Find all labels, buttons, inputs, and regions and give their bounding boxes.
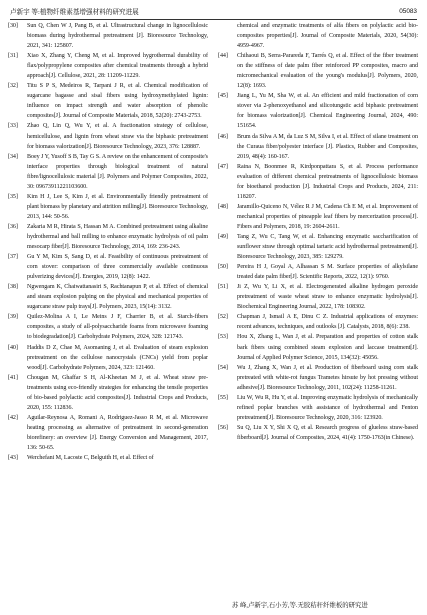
reference-number: [51]	[218, 284, 228, 291]
reference-number: [45]	[218, 93, 228, 100]
reference-text: Gu Y M, Kim S, Sang D, et al. Feasibility of continuous pretreatment of corn stover: comparison of three commercially available continuous pulverizing devices[J]. Energies, 2019, 12(8): 1422.	[27, 254, 208, 281]
reference-text: Chihaoui B, Serra-Parareda F, Tarrés Q, et al. Effect of the fiber treatment on the stiffness of date palm fiber reinforced PP composites, macro and micromechanical evaluation of the young's modulus[J]. Polymers, 2020, 12(8): 1693.	[237, 53, 418, 90]
reference-text: Su Q, Liu X Y, Shi X Q, et al. Research progress of glueless straw-based fiberboard[J]. Journal of Composites, 2024, 41(4): 1750-1763(in Chinese).	[237, 424, 418, 441]
reference-number: [35]	[8, 193, 18, 200]
page-footer: 苏 峰,卢新宇,石小芳,等.无胶秸秆纤维板的研究进	[232, 602, 368, 609]
reference-text: Liu W, Wu R, Hu Y, et al. Improving enzymatic hydrolysis of mechanically refined poplar branches with assistance of hydrothermal and Fenton pretreatment[J]. Bioresource Technology, 2020, 316: 123920.	[237, 394, 418, 421]
reference-text: Kim H J, Lee S, Kim J, et al. Environmentally friendly pretreatment of plant biomass by planetary and attrition milling[J]. Bioresource Technology, 2013, 144: 50-56.	[27, 193, 208, 220]
reference-text: Xiao X, Zhang Y, Cheng M, et al. Improved hygrothermal durability of flax/polypropylene composites after chemical treatments through a hybrid approach[J]. Cellulose, 2021, 28: 11209-11229.	[27, 53, 208, 80]
reference-text: Werchefani M, Lacoste C, Belguith H, et al. Effect of	[27, 455, 154, 462]
reference-number: [49]	[218, 233, 228, 240]
reference-entry	[8, 21, 208, 51]
reference-number: [37]	[8, 254, 18, 261]
reference-entry	[8, 152, 208, 192]
reference-number: [44]	[218, 53, 228, 60]
reference-number: [40]	[8, 344, 18, 351]
reference-number: [34]	[8, 153, 18, 160]
reference-number: [32]	[8, 83, 18, 90]
reference-entry	[218, 312, 418, 332]
reference-number: [56]	[218, 424, 228, 431]
running-header	[10, 4, 417, 20]
reference-text: Raina N, Boonmee R, Kirdponpattara S, et al. Process performance evaluation of different chemical pretreatments of lignocellulosic biomass for bioethanol production [J]. Industrial Crops and Products, 2024, 211: 118207.	[237, 163, 418, 200]
reference-entry	[8, 282, 208, 312]
reference-number: [41]	[8, 374, 18, 381]
reference-number: [38]	[8, 284, 18, 291]
reference-text: Pereira H J, Goyal A, Alhassan S M. Surface properties of alkylsilane treated date palm fiber[J]. Scientific Reports, 2022, 12(1): 9760.	[237, 264, 418, 281]
reference-number: [48]	[218, 203, 228, 210]
reference-number: [47]	[218, 163, 228, 170]
reference-text: Zakaria M R, Hirata S, Hassan M A. Combined pretreatment using alkaline hydrothermal and ball milling to enhance enzymatic hydrolysis of oil palm mesocarp fiber[J]. Bioresource Technology, 2014, 169: 236-243.	[27, 223, 208, 251]
reference-text: Titu S P S, Medeiros R, Tarpani J R, et al. Chemical modification of sugarcane bagasse and sisal fibers using hydroxymethylated lignin: influence on impact strength and water absorption of phenolic composites[J]. Journal of Composite Materials, 2018, 52(20): 2743-2753.	[27, 83, 208, 120]
reference-entry	[218, 91, 418, 131]
reference-entry	[8, 192, 208, 222]
reference-entry	[218, 162, 418, 202]
reference-text: Quilez-Molina A I, Le Meins J F, Charrier B, et al. Starch-fibers composites, a study of all-polysaccharide foams from microwave foaming to biodegradation[J]. Carbohydrate Polymers, 2024, 328: 121743.	[27, 314, 208, 341]
reference-entry	[8, 81, 208, 121]
reference-column-left	[8, 21, 208, 463]
reference-entry	[8, 453, 208, 463]
reference-entry	[218, 21, 418, 51]
reference-number: [50]	[218, 264, 228, 271]
reference-text: Hou X, Zhang L, Wan J, et al. Preparation and properties of cotton stalk bark fibers using combined steam explosion and laccase treatment[J]. Journal of Applied Polymer Science, 2015, 134(32): 45056.	[237, 334, 418, 361]
reference-entry	[8, 413, 208, 453]
reference-number: [39]	[8, 314, 18, 321]
reference-entry	[218, 393, 418, 423]
reference-entry	[218, 423, 418, 443]
reference-text: Haddis D Z, Chae M, Asomaning J, et al. Evaluation of steam explosion pretreatment on the cellulose nanocrystals (CNCs) yield from poplar wood[J]. Carbohydrate Polymers, 2024, 323: 121460.	[27, 344, 208, 371]
reference-entry	[8, 121, 208, 151]
reference-text: Jaramillo-Quiceno N, Vélez R J M, Cadena Ch E M, et al. Improvement of mechanical properties of pineapple leaf fibers by mercerization process[J]. Fibers and Polymers, 2018, 19: 2604-2611.	[237, 203, 418, 230]
reference-text: chemical and enzymatic treatments of alfa fibers on polylactic acid bio-composites properties[J]. Journal of Composite Materials, 2020, 54(30): 4959-4967.	[237, 23, 418, 50]
reference-number: [31]	[8, 53, 18, 60]
reference-number: [43]	[8, 455, 18, 462]
reference-text: Tang Z, Wu C, Tang W, et al. Enhancing enzymatic saccharification of sunflower straw through optimal tartaric acid hydrothermal pretreatment[J]. Bioresource Technology, 2023, 385: 129279.	[237, 233, 418, 261]
reference-entry	[218, 202, 418, 232]
header-title: 卢新宇 等:植物纤维素基增强材料的研究进展	[10, 9, 139, 16]
reference-entry	[8, 312, 208, 342]
reference-text: Ji Z, Wu Y, Li X, et al. Electrogenerated alkaline hydrogen peroxide pretreatment of waste wheat straw to enhance enzymatic hydrolysis[J]. Biochemical Engineering Journal, 2022, 178: 108302.	[237, 284, 418, 311]
reference-entry	[218, 232, 418, 262]
reference-text: Chapman J, Ismail A E, Dinu C Z. Industrial applications of enzymes: recent advances, techniques, and outlooks [J]. Catalysts, 2018, 8(6): 238.	[237, 314, 418, 331]
reference-number: [53]	[218, 334, 228, 341]
reference-number: [52]	[218, 314, 228, 321]
reference-entry	[218, 363, 418, 393]
reference-entry	[8, 252, 208, 282]
reference-entry	[218, 332, 418, 362]
reference-text: Zhao Q, Lin Q, Wu Y, et al. A fractionation strategy of cellulose, hemicellulose, and lignin from wheat straw via the biphasic pretreatment for biomass valorization[J]. Bioresource Technology, 2023, 376: 128887.	[27, 123, 208, 150]
reference-entry	[8, 51, 208, 81]
reference-column-right	[218, 21, 418, 443]
reference-text: Aguilar-Reynosa A, Romani A, Rodriguez-Jasso R M, et al. Microwave heating processing as alternative of pretreatment in second-generation biorefinery: an overview [J]. Energy Conversion and Management, 2017, 136: 50-65.	[27, 414, 208, 451]
header-page-code: 05083	[399, 7, 417, 15]
reference-entry	[8, 373, 208, 413]
reference-text: Boey J Y, Yusoff S B, Tay G S. A review on the enhancement of composite's interface properties through biological treatment of natural fibre/lignocellulosic material [J]. Polymers and Polymer Composites, 2022, 30: 09673911221103600.	[27, 153, 208, 190]
reference-text: Chougan M, Ghaffar S H, Al-Kheetan M J, et al. Wheat straw pre-treatments using eco-friendly strategies for enhancing the tensile properties of bio-based polylactic acid composites[J]. Industrial Crops and Products, 2020, 155: 112836.	[27, 374, 208, 411]
reference-number: [30]	[8, 23, 18, 29]
reference-text: Jiang L, Yu M, Sha W, et al. An efficient and mild fractionation of corn stover via 2-phenoxyethanol and silicotungstic acid biphasic pretreatment for biomass valorization[J]. Chemical Engineering Journal, 2024, 490: 151654.	[237, 93, 418, 130]
reference-entry	[8, 343, 208, 373]
reference-number: [42]	[8, 414, 18, 421]
reference-text: Wu J, Zhang X, Wan J, et al. Production of fiberboard using corn stalk pretreated with white-rot fungus Trametes hirsute by hot pressing without adhesive[J]. Bioresource Technology, 2011, 102(24): 11258-11261.	[237, 364, 418, 391]
reference-entry	[218, 132, 418, 162]
reference-number: [36]	[8, 223, 18, 230]
reference-number: [54]	[218, 364, 228, 371]
reference-entry	[8, 222, 208, 252]
reference-entry	[218, 51, 418, 91]
reference-text: Ngwengam K, Chaiwattanasiri S, Rachtanapun P, et al. Effect of chemical and steam explosion pulping on the physical and mechanical properties of sugarcane straw pulp trays[J]. Polymers, 2023, 15(14): 3132.	[27, 284, 208, 311]
reference-number: [33]	[8, 123, 18, 130]
reference-text: Brum da Silva A M, da Luz S M, Silva I, et al. Effect of silane treatment on the Curaua fiber/polyester interface [J]. Plastics, Rubber and Composites, 2019, 48(4): 160-167.	[237, 133, 418, 160]
reference-entry	[218, 282, 418, 312]
reference-entry	[218, 262, 418, 282]
reference-number: [46]	[218, 133, 228, 140]
reference-text: Sun Q, Chen W J, Pang B, et al. Ultrastructural change in lignocellulosic biomass during hydrothermal pretreatment [J]. Bioresource Technology, 2021, 341: 125807.	[27, 23, 208, 50]
reference-number: [55]	[218, 394, 228, 401]
